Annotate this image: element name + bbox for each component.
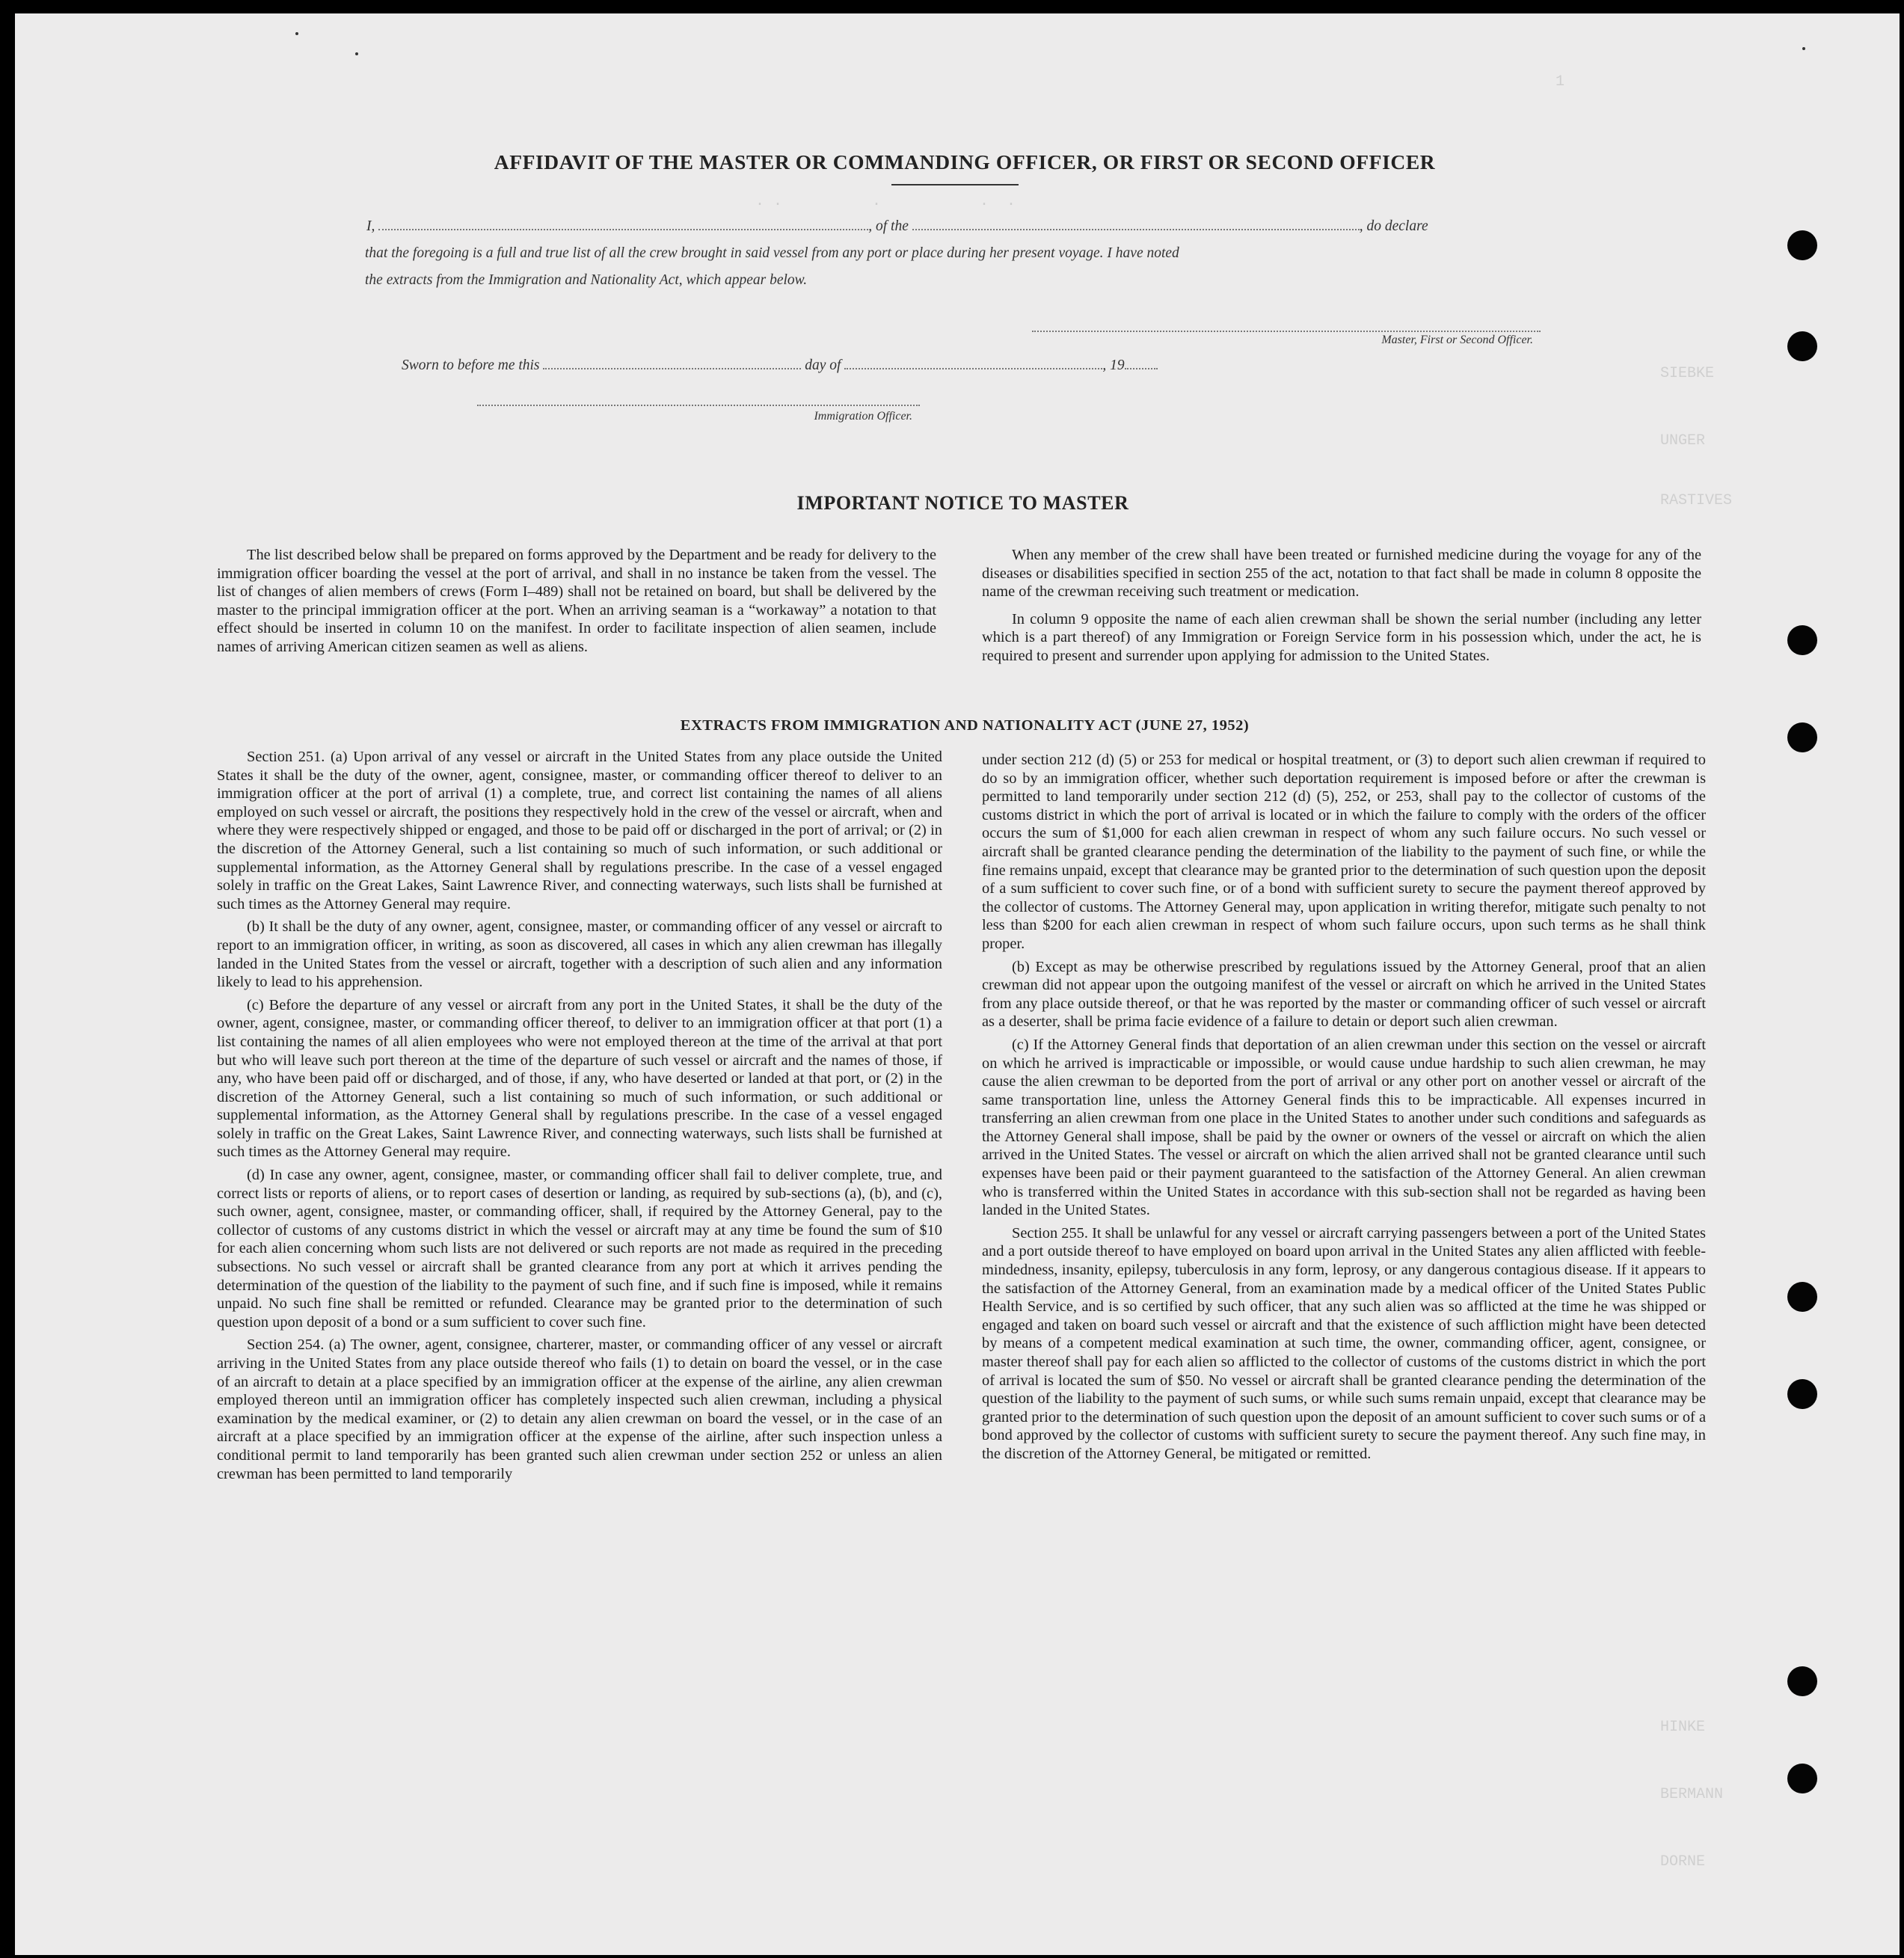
bleed-through-text: . . . . .	[755, 193, 1016, 210]
day-blank	[543, 356, 801, 369]
declaration-line-3: the extracts from the Immigration and Nationality Act, which appear below.	[365, 272, 808, 288]
master-signature-line	[1032, 331, 1541, 332]
speck	[355, 52, 358, 55]
sworn-day-of: day of	[805, 357, 841, 373]
declaration-line-2: that the foregoing is a full and true list of all the crew brought in said vessel from any port or place during her present voyage. I have noted	[365, 245, 1179, 261]
extracts-right-column	[982, 751, 1706, 1464]
notice-left-column	[217, 546, 936, 657]
section-254-a-continued: under section 212 (d) (5) or 253 for medical or hospital treatment, or (3) to deport such alien crewman if required to do so by an immigration officer, whether such deportation requirement is imposed before or after the crewman is permitted to land temporarily under section 212 (d) (5), 252, or 253, shall pay to the collector of customs of the customs district in which the port of arrival is located or in which the failure to comply with the orders of the officer occurs the sum of $1,000 for each alien crewman in respect of whom any such failure occurs. No such vessel or aircraft shall be granted clearance pending the determination of the liability to the payment of such fine, or while the fine remains unpaid, except that clearance may be granted prior to the determination of such question upon the deposit of a sum sufficient to cover such fine, or of a bond with sufficient surety to secure the payment thereof approved by the collector of customs. The Attorney General may, upon application in writing therefor, mitigate such penalty to not less than $200 for each alien crewman in respect of whom such failure occurs, upon such terms as he shall think proper.	[982, 752, 1706, 952]
bleed-through-text: HINKE	[1660, 1719, 1706, 1736]
bleed-through-text: RASTIVES	[1660, 492, 1733, 509]
section-251-a: Section 251. (a) Upon arrival of any vessel or aircraft in the United States from any place outside the United States it shall be the duty of the owner, agent, consignee, master, or commanding officer thereof to deliver to an immigration officer at the port of arrival (1) a complete, true, and correct list containing the names of all aliens employed on such vessel or aircraft, the positions they respectively hold in the crew of the vessel or aircraft, when and where they were respectively shipped or engaged, and those to be paid off or discharged in the port of arrival; or (2) in the discretion of the Attorney General, such a list containing so much of such information, or such additional or supplemental information, as the Attorney General shall by regulations prescribe. In the case of a vessel engaged solely in traffic on the Great Lakes, Saint Lawrence River, and connecting waterways, such lists shall be furnished at such times as the Attorney General may require.	[217, 749, 942, 912]
decl-of-the-label: , of the	[868, 218, 909, 234]
master-signature-caption: Master, First or Second Officer.	[1381, 334, 1533, 346]
punch-hole	[1787, 722, 1817, 752]
section-254-c: (c) If the Attorney General finds that deportation of an alien crewman under this section on the vessel or aircraft on which he arrived is impracticable or impossible, or would cause undue hardship to such alien crewman, he may cause the alien crewman to be deported from the port of arrival or any other port on another vessel or aircraft of the same transportation line, unless the Attorney General finds this to be impracticable. All expenses incurred in transferring an alien crewman from one place in the United States to another under such conditions and safeguards as the Attorney General shall impose, shall be paid by the owner or owners of the vessel or aircraft on which the alien arrived in the United States. The vessel or aircraft on which the alien arrived shall not be granted clearance until such expenses have been paid or their payment guaranteed to the satisfaction of the Attorney General. An alien crewman who is transferred within the United States in accordance with this sub-section shall not be regarded as having been landed in the United States.	[982, 1036, 1706, 1219]
decl-do-declare-label: , do declare	[1359, 218, 1428, 234]
affidavit-title: AFFIDAVIT OF THE MASTER OR COMMANDING OFFICER, OR FIRST OR SECOND OFFICER	[494, 150, 1436, 174]
punch-hole	[1787, 1666, 1817, 1696]
vessel-blank	[912, 217, 1360, 230]
bleed-through-text: DORNE	[1660, 1853, 1706, 1870]
sworn-line	[402, 355, 1583, 377]
year-blank	[1125, 356, 1158, 369]
punch-hole	[1787, 331, 1817, 361]
section-255: Section 255. It shall be unlawful for any vessel or aircraft carrying passengers between a port of the United States and a port outside thereof to have employed on board upon arrival in the United States any alien afflicted with feeble-mindedness, insanity, epilepsy, tuberculosis in any form, leprosy, or any dangerous contagious disease. If it appears to the satisfaction of the Attorney General, from an examination made by a medical officer of the United States Public Health Service, and is so certified by such officer, that any such alien was so afflicted at the time he was shipped or engaged and taken on board such vessel or aircraft and that the existence of such affliction might have been detected by means of a competent medical examination at such time, the owner, commanding officer, agent, consignee, or master thereof shall pay for each alien so afflicted to the collector of customs of the customs district in which the port of arrival is located the sum of $50. No vessel or aircraft shall be granted clearance pending the determination of the question of the liability to the payment of such sums, or while such sums remain unpaid, except that clearance may be granted prior to the determination of such question upon the deposit of an amount sufficient to cover such sums or of a bond approved by the collector of customs with sufficient surety to secure the payment thereof. Any such fine may, in the discretion of the Attorney General, be mitigated or remitted.	[982, 1224, 1706, 1462]
section-254-b: (b) Except as may be otherwise prescribed by regulations issued by the Attorney General, proof that an alien crewman did not appear upon the outgoing manifest of the vessel or aircraft on which he arrived in the United States from any place outside thereof, or that he was reported by the master or commanding officer of such vessel or aircraft as a deserter, shall be prima facie evidence of a failure to detain or deport such alien crewman.	[982, 958, 1706, 1031]
punch-hole	[1787, 1764, 1817, 1793]
notice-title: IMPORTANT NOTICE TO MASTER	[796, 492, 1129, 514]
month-blank	[844, 356, 1102, 369]
immigration-officer-caption: Immigration Officer.	[814, 410, 912, 423]
decl-i-label: I,	[366, 218, 375, 234]
notice-right-paragraph-2: In column 9 opposite the name of each alien crewman shall be shown the serial number (including any letter which is a part thereof) of any Immigration or Foreign Service form in his possession which, under the act, he is required to present and surrender upon applying for admission to the United States.	[982, 610, 1701, 664]
section-251-c: (c) Before the departure of any vessel or aircraft from any port in the United States, it shall be the duty of the owner, agent, consignee, master, or commanding officer thereof, to deliver to an immigration officer at that port (1) a list containing the names of all alien employees who were not employed thereon at the time of the arrival at that port but who will leave such port thereon at the time of the departure of such vessel or aircraft and the names of those, if any, who have been paid off or discharged, and of those, if any, who have deserted or landed at that port, or (2) in the discretion of the Attorney General, such a list containing so much of such information, or such additional or supplemental information, as the Attorney General shall by regulations prescribe. In the case of a vessel engaged solely in traffic on the Great Lakes, Saint Lawrence River, and connecting waterways, such lists shall be furnished at such times as the Attorney General may require.	[217, 996, 942, 1161]
punch-hole	[1787, 1379, 1817, 1409]
punch-hole	[1787, 1282, 1817, 1312]
section-254-a: Section 254. (a) The owner, agent, consignee, charterer, master, or commanding officer of any vessel or aircraft arriving in the United States from any place outside thereof who fails (1) to detain on board the vessel, or in the case of an aircraft to detain at a place specified by an immigration officer at the expense of the airline, any alien crewman employed thereon until an immigration officer has completely inspected such alien crewman, including a physical examination by the medical examiner, or (2) to detain any alien crewman on board the vessel, or in the case of an aircraft at a place specified by an immigration officer at the expense of the airline, after such inspection unless a conditional permit to land temporarily has been granted such alien crewman under section 252 or unless an alien crewman has been permitted to land temporarily	[217, 1336, 942, 1482]
immigration-officer-line	[477, 405, 920, 406]
bleed-through-text: SIEBKE	[1660, 365, 1715, 382]
bleed-through-text: UNGER	[1660, 432, 1706, 449]
punch-hole	[1787, 230, 1817, 260]
extracts-left-column	[217, 748, 942, 1483]
title-rule	[891, 184, 1019, 185]
sworn-year: , 19	[1102, 357, 1125, 373]
bleed-through-text: 1	[1556, 73, 1565, 90]
sworn-prefix: Sworn to before me this	[402, 357, 540, 373]
declaration-line-1	[366, 215, 1548, 238]
notice-left-paragraph: The list described below shall be prepared on forms approved by the Department and be ready for delivery to the immigration officer boarding the vessel at the port of arrival, and shall in no instance be taken from the vessel. The list of changes of alien members of crews (Form I–489) shall not be retained on board, but shall be delivered by the master to the principal immigration officer at the port. When an arriving seaman is a “workaway” a notation to that effect should be inserted in column 10 on the manifest. In order to facilitate inspection of alien seamen, include names of arriving American citizen seamen as well as aliens.	[217, 547, 936, 655]
section-251-b: (b) It shall be the duty of any owner, agent, consignee, master, or commanding officer of any vessel or aircraft to report to an immigration officer, in writing, as soon as discovered, all cases in which any alien crewman has illegally landed in the United States from the vessel or aircraft, together with a description of such alien and any information likely to lead to his apprehension.	[217, 918, 942, 991]
extracts-title: EXTRACTS FROM IMMIGRATION AND NATIONALITY ACT (JUNE 27, 1952)	[680, 717, 1250, 734]
section-251-d: (d) In case any owner, agent, consignee, master, or commanding officer shall fail to deliver complete, true, and correct lists or reports of aliens, or to report cases of desertion or landing, as required by sub-sections (a), (b), and (c), such owner, agent, consignee, master, or commanding officer, shall, if required by the Attorney General, pay to the collector of customs of any customs district in which the vessel or aircraft may at any time be found the sum of $10 for each alien concerning whom such lists are not delivered or such reports are not made as required in the preceding subsections. No such vessel or aircraft shall be granted clearance from any port at which it arrives pending the determination of the question of the liability to the payment of such fine, and if such fine is imposed, while it remains unpaid. No such fine shall be remitted or refunded. Clearance may be granted prior to the determination of such question upon deposit of a bond or a sum sufficient to cover such fine.	[217, 1167, 942, 1331]
bleed-through-text: BERMANN	[1660, 1786, 1724, 1803]
notice-right-paragraph-1: When any member of the crew shall have been treated or furnished medicine during the voyage for any of the diseases or disabilities specified in section 255 of the act, notation to that fact shall be made in column 8 opposite the name of the crewman receiving such treatment or medication.	[982, 547, 1701, 601]
document-page	[15, 13, 1900, 1955]
speck	[295, 32, 298, 35]
name-blank	[378, 217, 868, 230]
notice-right-column	[982, 546, 1701, 666]
speck	[1802, 47, 1805, 50]
punch-hole	[1787, 625, 1817, 655]
